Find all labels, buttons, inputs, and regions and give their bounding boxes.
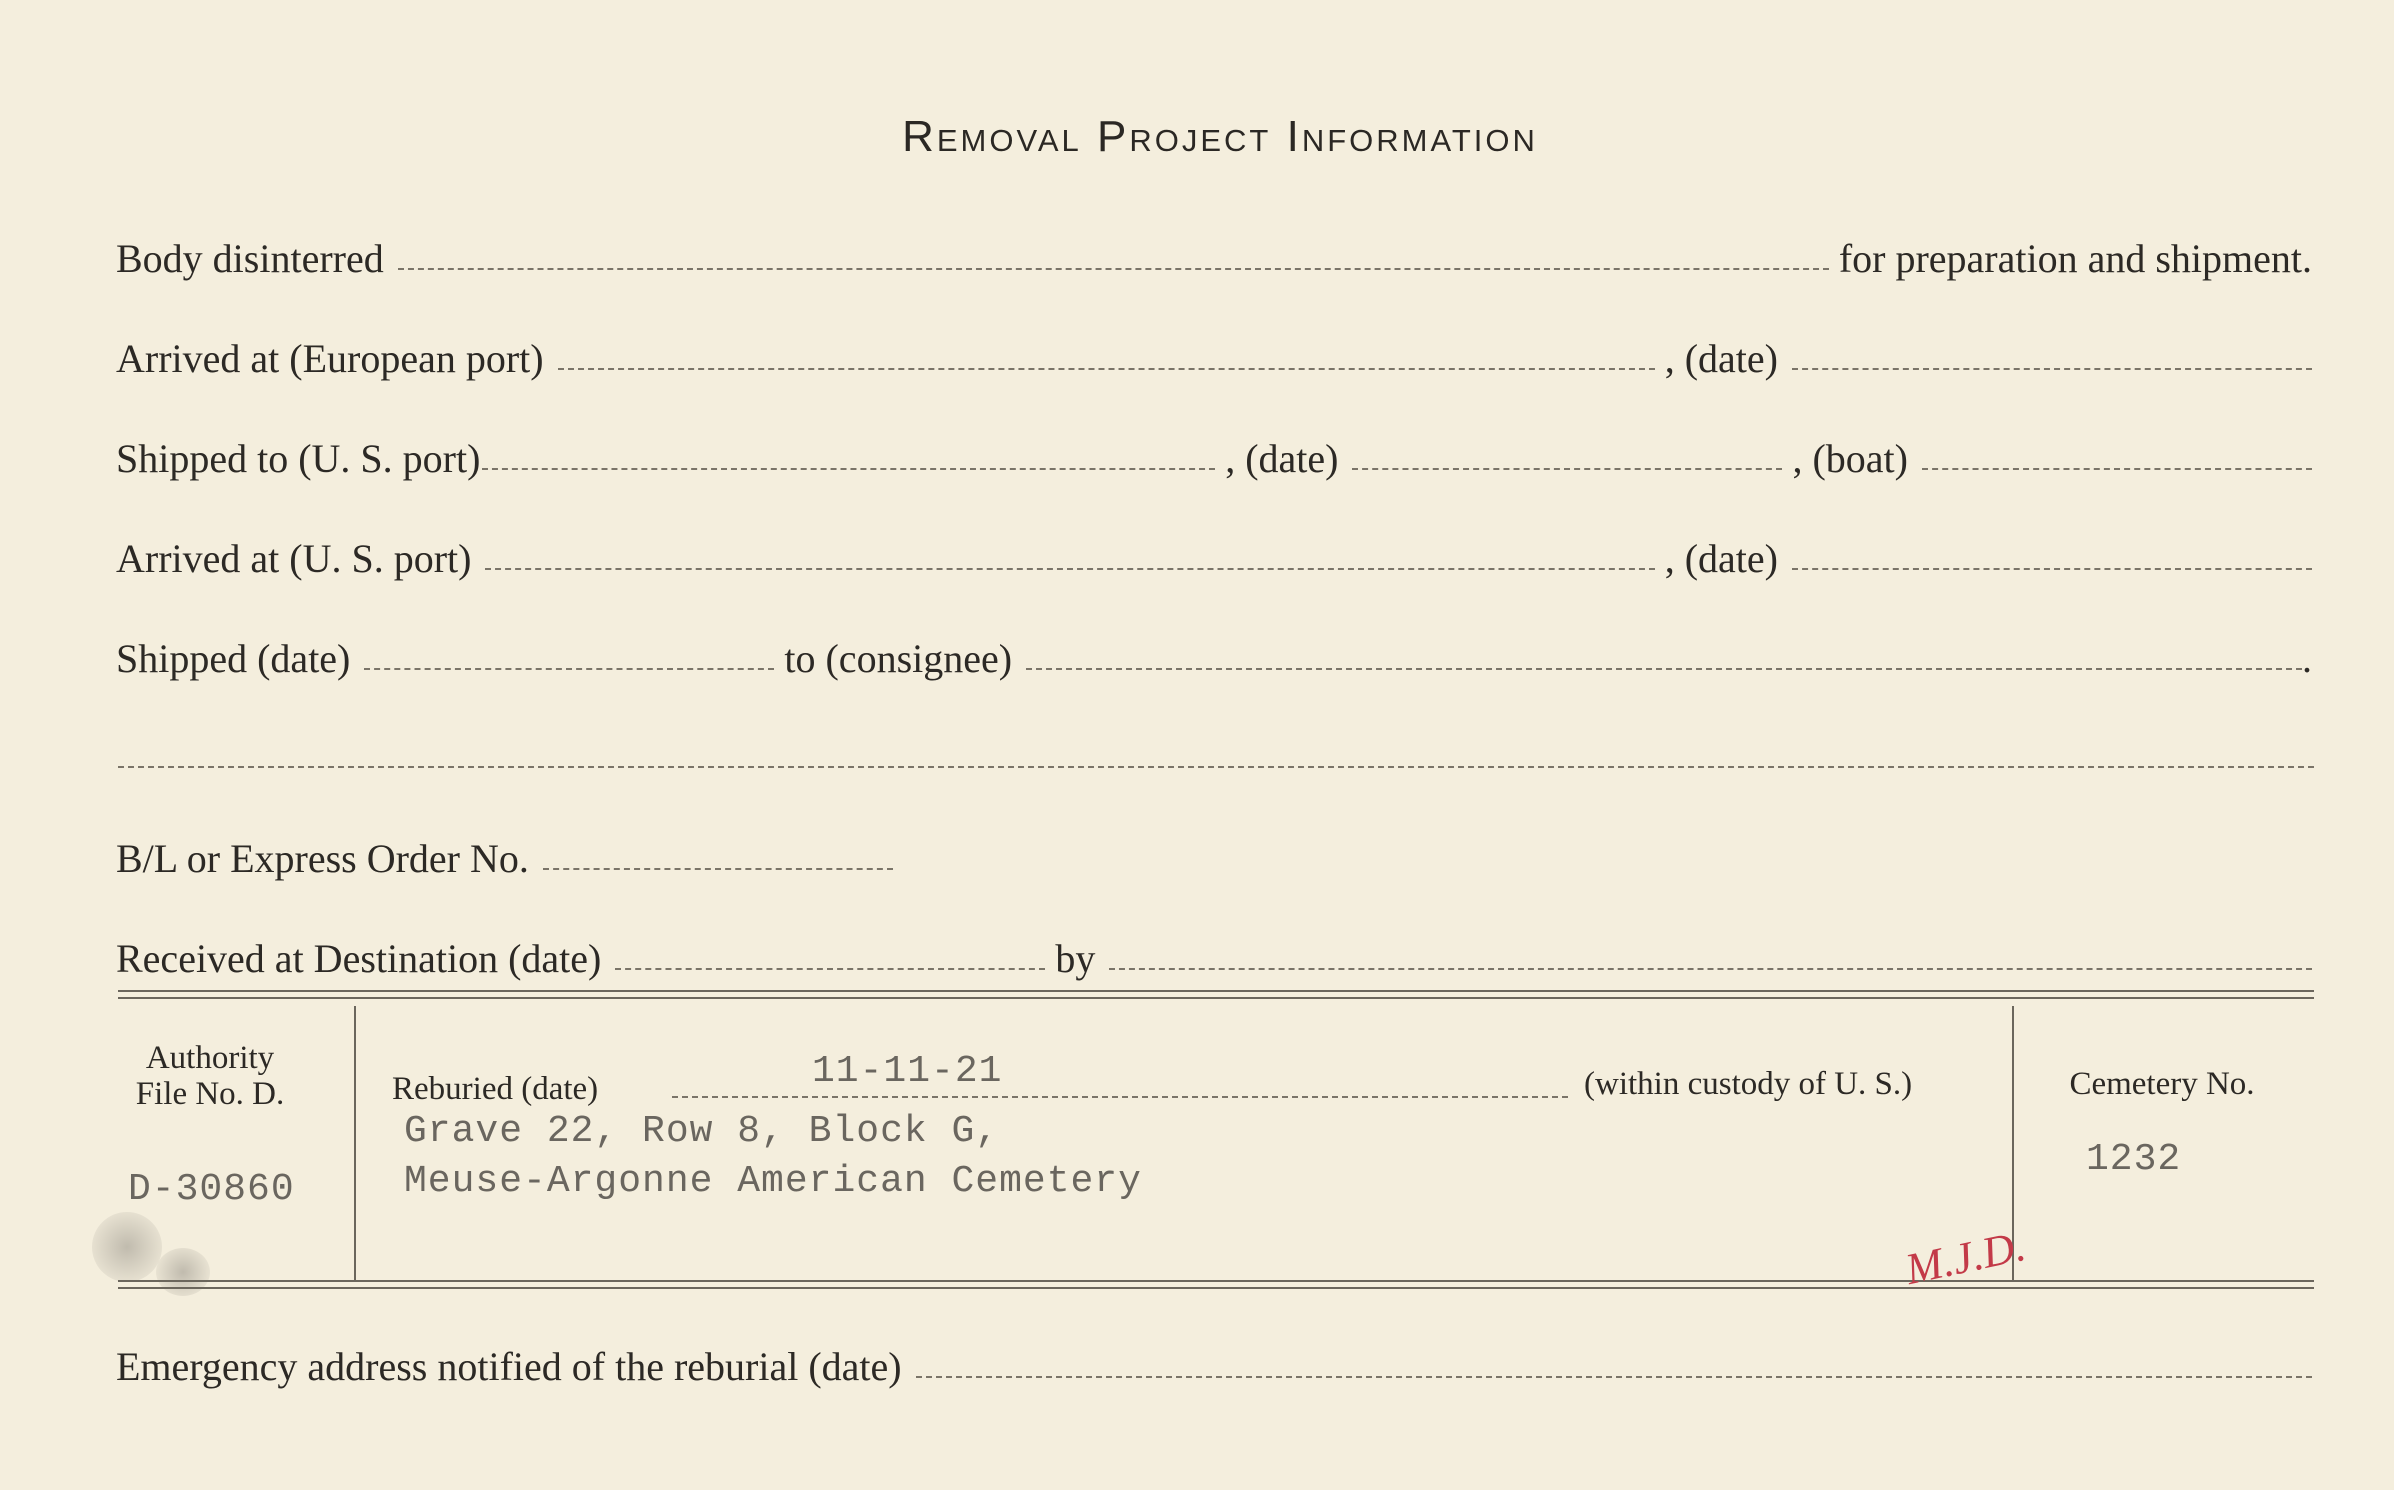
shipped-us-date-field[interactable] — [1352, 468, 1782, 470]
consignee-field[interactable] — [1026, 668, 2302, 670]
arrived-us-row — [116, 522, 2312, 582]
arrived-us-port-field[interactable] — [485, 568, 1654, 570]
arrived-us-date-field[interactable] — [1792, 568, 2312, 570]
reburied-date: 11-11-21 — [812, 1050, 1003, 1093]
boat-label: , (boat) — [1792, 436, 1908, 481]
grave-location: Grave 22, Row 8, Block G, — [404, 1110, 1000, 1153]
handwritten-initials: M.J.D. — [1901, 1220, 2030, 1295]
bl-order-label: B/L or Express Order No. — [116, 836, 529, 881]
custody-label: (within custody of U. S.) — [1584, 1066, 1913, 1102]
arrived-european-date-field[interactable] — [1792, 368, 2312, 370]
cemetery-name: Meuse-Argonne American Cemetery — [404, 1160, 1142, 1203]
box-top-border — [118, 990, 2314, 999]
reburied-label: Reburied (date) — [392, 1071, 599, 1107]
received-row — [116, 922, 2312, 982]
box-bottom-border — [118, 1280, 2314, 1289]
shipped-date-row — [116, 622, 2312, 682]
consignee-label: to (consignee) — [784, 636, 1013, 681]
emergency-row — [116, 1330, 2312, 1390]
consignee-end-mark: . — [2302, 636, 2312, 681]
received-date-field[interactable] — [615, 968, 1045, 970]
authority-label — [110, 1040, 310, 1112]
authority-label-line-2: File No. D. — [135, 1076, 285, 1112]
body-disinterred-row — [116, 222, 2312, 282]
body-disinterred-field[interactable] — [398, 268, 1829, 270]
arrived-european-date-label: , (date) — [1664, 336, 1778, 381]
emergency-label: Emergency address notified of the reburial (date) — [116, 1344, 902, 1389]
body-disinterred-label: Body disinterred — [116, 236, 384, 281]
received-by-field[interactable] — [1109, 968, 2312, 970]
shipped-us-date-label: , (date) — [1225, 436, 1339, 481]
shipped-us-row — [116, 422, 2312, 482]
reburied-date-field[interactable] — [672, 1096, 1568, 1098]
emergency-date-field[interactable] — [916, 1376, 2312, 1378]
ink-stain — [92, 1212, 162, 1282]
boat-field[interactable] — [1922, 468, 2312, 470]
bl-order-field[interactable] — [543, 868, 893, 870]
file-number: D-30860 — [128, 1168, 295, 1211]
european-port-field[interactable] — [558, 368, 1655, 370]
authority-label-line-1: Authority — [145, 1040, 275, 1076]
shipped-date-label: Shipped (date) — [116, 636, 351, 681]
arrived-us-label: Arrived at (U. S. port) — [116, 536, 472, 581]
shipped-us-label: Shipped to (U. S. port) — [116, 436, 481, 481]
preparation-shipment-label: for preparation and shipment. — [1838, 236, 2312, 281]
arrived-us-date-label: , (date) — [1664, 536, 1778, 581]
by-label: by — [1055, 936, 1096, 981]
consignee-continuation-field[interactable] — [118, 766, 2314, 768]
shipped-date-field[interactable] — [364, 668, 774, 670]
form-title: Removal Project Information — [902, 112, 1538, 161]
received-label: Received at Destination (date) — [116, 936, 602, 981]
bl-order-row — [116, 822, 2312, 882]
cemetery-no-label: Cemetery No. — [2069, 1066, 2255, 1102]
arrived-european-label: Arrived at (European port) — [116, 336, 544, 381]
box-divider-left — [354, 1006, 356, 1280]
cemetery-number: 1232 — [2086, 1138, 2182, 1181]
arrived-european-row — [116, 322, 2312, 382]
us-port-field[interactable] — [482, 468, 1215, 470]
